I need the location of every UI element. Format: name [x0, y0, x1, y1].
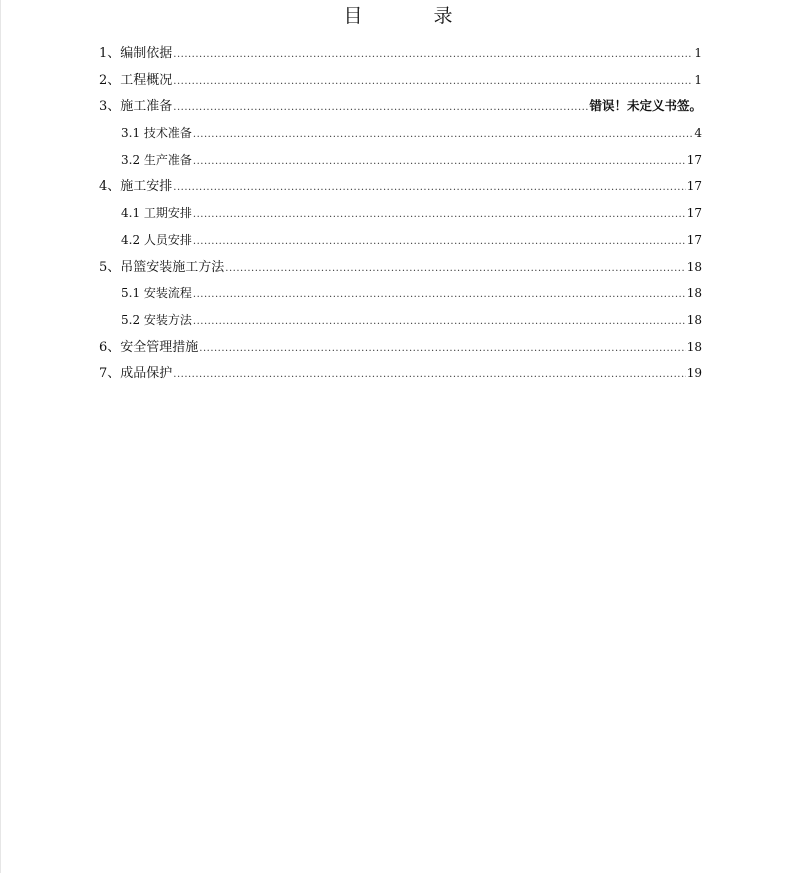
toc-entry-page-number: 17 — [686, 232, 702, 247]
toc-entry-label[interactable]: 4.2 人员安排 — [121, 232, 192, 247]
toc-dot-leader — [173, 175, 685, 202]
toc-entry-error-text: 错误！未定义书签。 — [589, 98, 702, 114]
toc-entry[interactable] — [99, 227, 702, 254]
toc-dot-leader — [173, 362, 685, 389]
toc-entry-page-number: 1 — [694, 46, 702, 60]
toc-entry[interactable] — [99, 40, 702, 67]
toc-entry-label[interactable]: 4.1 工期安排 — [121, 206, 192, 221]
toc-dot-leader — [193, 229, 686, 256]
toc-entry-page-number: 1 — [694, 72, 702, 87]
toc-entry[interactable] — [99, 334, 702, 361]
toc-title: 目 录 — [343, 5, 479, 27]
toc-entry-label[interactable]: 4、施工安排 — [99, 179, 173, 195]
toc-entry-label[interactable]: 5.1 安装流程 — [121, 286, 192, 301]
toc-entry[interactable] — [99, 200, 702, 227]
toc-entry[interactable] — [99, 147, 702, 174]
toc-dot-leader — [193, 282, 686, 309]
toc-entry[interactable] — [99, 173, 702, 200]
toc-entry[interactable] — [99, 254, 702, 281]
toc-dot-leader — [173, 69, 693, 96]
toc-entry-page-number: 19 — [686, 366, 702, 381]
toc-entry-label[interactable]: 6、安全管理措施 — [99, 339, 199, 355]
toc-entry-page-number: 17 — [686, 152, 702, 167]
toc-entry-page-number: 18 — [686, 339, 702, 354]
toc-entry[interactable] — [99, 120, 702, 147]
toc-entry-label[interactable]: 7、成品保护 — [99, 366, 173, 382]
toc-entry-page-number: 17 — [686, 179, 702, 194]
toc-dot-leader — [193, 202, 686, 229]
toc-entry-label[interactable]: 3.2 生产准备 — [121, 152, 192, 167]
toc-entry[interactable] — [99, 280, 702, 307]
toc-entry[interactable] — [99, 93, 702, 120]
toc-entry-label[interactable]: 5.2 安装方法 — [121, 312, 192, 327]
toc-entry-label[interactable]: 5、吊篮安装施工方法 — [99, 259, 225, 275]
toc-dot-leader — [193, 309, 686, 336]
toc-entry-label[interactable]: 3.1 技术准备 — [121, 126, 192, 141]
toc-entry[interactable] — [99, 67, 702, 94]
toc-entry-page-number: 17 — [686, 206, 702, 221]
toc-dot-leader — [225, 256, 685, 283]
toc-dot-leader — [199, 336, 685, 363]
toc-dot-leader — [173, 95, 588, 122]
toc-entry-page-number: 18 — [686, 312, 702, 327]
toc-entry[interactable] — [99, 307, 702, 334]
toc-entry-label[interactable]: 1、编制依据 — [99, 46, 173, 61]
toc-entry-label[interactable]: 3、施工准备 — [99, 99, 173, 115]
toc-entry[interactable] — [99, 360, 702, 387]
toc-entry-page-number: 4 — [694, 126, 702, 141]
toc-dot-leader — [173, 42, 693, 69]
toc-dot-leader — [193, 149, 686, 176]
toc-dot-leader — [193, 122, 693, 149]
toc-entry-label[interactable]: 2、工程概况 — [99, 72, 173, 88]
toc-entry-page-number: 18 — [686, 286, 702, 301]
table-of-contents — [99, 40, 702, 387]
toc-entry-page-number: 18 — [686, 259, 702, 274]
